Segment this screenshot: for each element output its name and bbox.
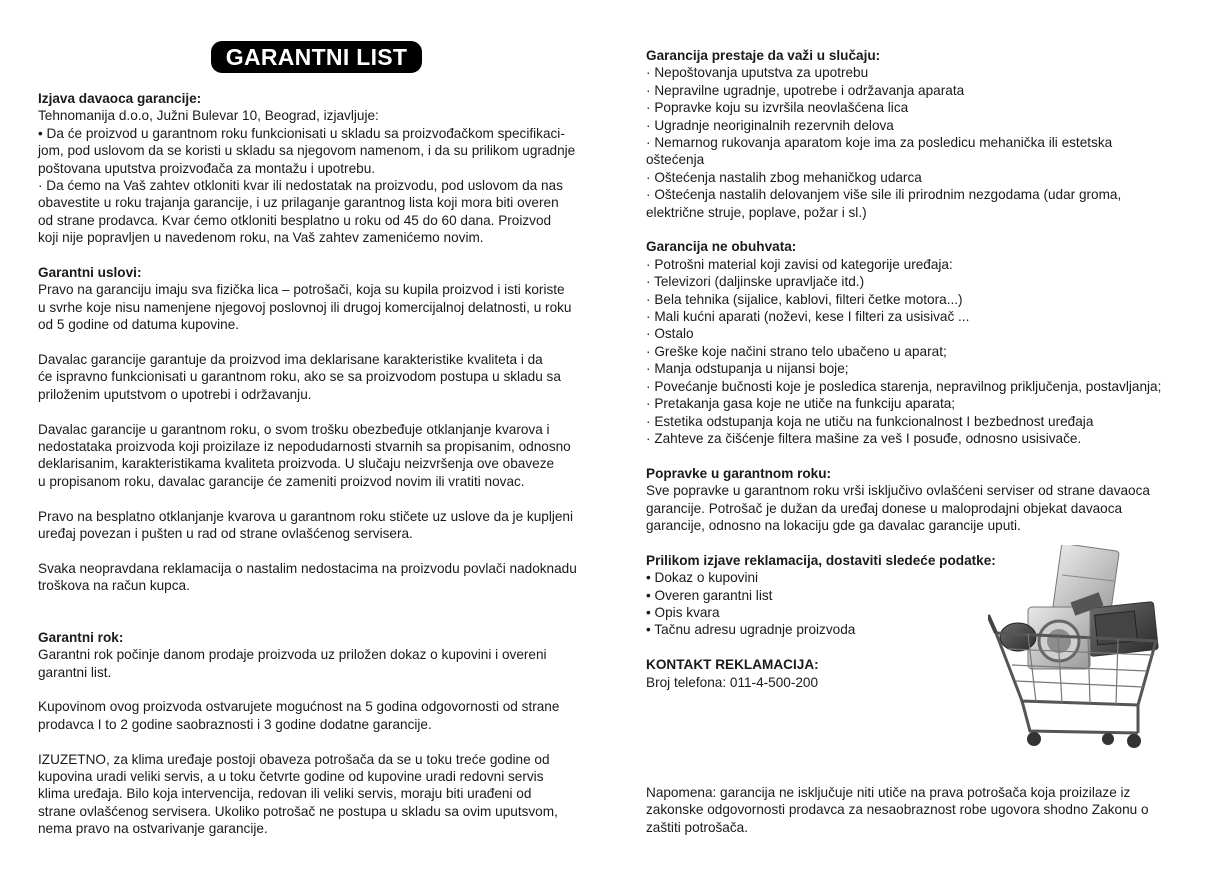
excludes-list xyxy=(646,256,1179,447)
text-line: Svaka neopravdana reklamacija o nastalim nedostacima na proizvodu povlači nadoknadu xyxy=(38,560,577,576)
list-item: · Popravke koju su izvršila neovlašćena lica xyxy=(646,99,1179,116)
text-line: Napomena: garancija ne isključuje niti utiče na prava potrošača koja proizilaze iz xyxy=(646,785,1131,800)
title-wrap xyxy=(40,0,593,73)
list-item: · Nepravilne ugradnje, upotrebe i održavanja aparata xyxy=(646,82,1179,99)
list-item: · Potrošni material koji zavisi od kategorije uređaja: xyxy=(646,256,1179,273)
list-item: · Bela tehnika (sijalice, kablovi, filteri četke motora...) xyxy=(646,291,1179,308)
list-item: · Ugradnje neoriginalnih rezervnih delova xyxy=(646,117,1179,134)
list-item: · Televizori (daljinske upravljače itd.) xyxy=(646,273,1179,290)
text-line: od strane prodavca. Kvar ćemo otkloniti besplatno u roku od 45 do 60 dana. Proizvod xyxy=(38,212,552,228)
text-line: Davalac garancije u garantnom roku, o svom trošku obezbeđuje otklanjanje kvarova i xyxy=(38,421,550,437)
list-item: · Mali kućni aparati (noževi, kese I filteri za usisivač ... xyxy=(646,308,1179,325)
page-title: GARANTNI LIST xyxy=(211,41,423,73)
list-item: · Greške koje načini strano telo ubačeno u aparat; xyxy=(646,343,1179,360)
text-line: će ispravno funkcionisati u garantnom roku, ako se sa proizvodom postupa u skladu sa xyxy=(38,369,561,385)
text-line: Tehnomanija d.o.o, Južni Bulevar 10, Beograd, izjavljuje: xyxy=(38,108,379,124)
text-line: troškova na račun kupca. xyxy=(38,578,190,594)
text-line: garancije. Potrošač je dužan da uređaj donese u maloprodajni objekat davaoca xyxy=(646,500,1123,516)
text-line: prodavca I to 2 godine saobraznosti i 3 godine dodatne garancije. xyxy=(38,716,432,732)
text-line: u propisanom roku, davalac garancije će zameniti proizvod novim ili vratiti novac. xyxy=(38,473,525,489)
list-item: • Opis kvara xyxy=(646,604,1179,621)
list-item: · Zahteve za čišćenje filtera mašine za veš I posuđe, odnosno usisivače. xyxy=(646,430,1179,447)
text-line: jom, pod uslovom da se koristi u skladu sa njegovom namenom, i da su prilikom ugradnje xyxy=(38,143,576,159)
list-item: · Oštećenja nastalih zbog mehaničkog udarca xyxy=(646,169,1179,186)
left-column xyxy=(38,0,593,838)
text-line: deklarisanim, karakteristikama kvaliteta proizvoda. U slučaju neizvršenja ove obaveze xyxy=(38,456,555,472)
text-line: obavestite u roku trajanja garancije, i uz prilaganje garantnog lista koji mora biti overen xyxy=(38,195,559,211)
list-item-cont: električne struje, poplave, požar i sl.) xyxy=(646,204,867,220)
list-item: • Overen garantni list xyxy=(646,587,1179,604)
text-line: IZUZETNO, za klima uređaje postoji obaveza potrošača da se u toku treće godine od xyxy=(38,751,550,767)
text-line: • Da će proizvod u garantnom roku funkcionisati u skladu sa proizvođačkom specifikaci- xyxy=(38,125,565,141)
declaration-heading: Izjava davaoca garancije: xyxy=(38,91,202,106)
text-line: Garantni rok počinje danom prodaje proizvoda uz priložen dokaz o kupovini i overeni xyxy=(38,647,547,663)
list-item: • Dokaz o kupovini xyxy=(646,569,1179,586)
list-item: · Manja odstupanja u nijansi boje; xyxy=(646,360,1179,377)
text-line: garancije, odnosno na lokaciju gde ga davalac garancije uputi. xyxy=(646,517,1021,533)
text-line: od 5 godine od datuma kupovine. xyxy=(38,317,240,333)
text-line: Kupovinom ovog proizvoda ostvarujete mogućnost na 5 godina odgovornosti od strane xyxy=(38,699,560,715)
text-line: nema pravo na ostvarivanje garancije. xyxy=(38,821,268,837)
list-item: · Povećanje bučnosti koje je posledica starenja, nepravilnog priključenja, postavljanja; xyxy=(646,378,1179,395)
text-line: koji nije popravljen u navedenom roku, na Vaš zahtev zamenićemo novim. xyxy=(38,230,484,246)
text-line: poštovana uputstva proizvođača za montažu i upotrebu. xyxy=(38,160,376,176)
text-line: garantni list. xyxy=(38,664,112,680)
claim-heading: Prilikom izjave reklamacija, dostaviti sledeće podatke: xyxy=(646,552,996,568)
text-line: Davalac garancije garantuje da proizvod ima deklarisane karakteristike kvaliteta i da xyxy=(38,352,543,368)
period-heading: Garantni rok: xyxy=(38,629,124,645)
text-line: priloženim uputstvom o upotrebi i održavanju. xyxy=(38,386,312,402)
ends-list xyxy=(646,64,1179,221)
text-line: · Da ćemo na Vaš zahtev otkloniti kvar ili nedostatak na proizvodu, pod uslovom da nas xyxy=(38,178,563,194)
list-item: · Oštećenja nastalih delovanjem više sile ili prirodnim nezgodama (udar groma, xyxy=(646,186,1179,203)
text-line: nedostataka proizvoda koji proizilaze iz nepodudarnosti stvarnih sa propisanim, odnosno xyxy=(38,439,571,455)
list-item: • Tačnu adresu ugradnje proizvoda xyxy=(646,621,1179,638)
text-line: zakonske odgovornosti prodavca za nesaobraznost robe ugovora shodno Zakonu o xyxy=(646,802,1149,818)
text-line: Pravo na garanciju imaju sva fizička lica – potrošači, koja su kupila proizvod i isti koriste xyxy=(38,282,565,298)
shopping-cart-with-appliances-icon xyxy=(988,545,1168,755)
list-item: · Nepoštovanja uputstva za upotrebu xyxy=(646,64,1179,81)
excludes-heading: Garancija ne obuhvata: xyxy=(646,239,797,255)
list-item-cont: oštećenja xyxy=(646,152,705,168)
note-block xyxy=(646,784,1186,836)
text-line: klima uređaja. Bilo koja intervencija, redovan ili veliki servis, moraju biti urađeni od xyxy=(38,786,532,802)
text-line: Sve popravke u garantnom roku vrši isključivo ovlašćeni serviser od strane davaoca xyxy=(646,483,1150,499)
conditions-heading: Garantni uslovi: xyxy=(38,265,142,281)
list-item: · Pretakanja gasa koje ne utiče na funkciju aparata; xyxy=(646,395,1179,412)
text-line: Pravo na besplatno otklanjanje kvarova u garantnom roku stičete uz uslove da je kupljeni xyxy=(38,508,574,524)
text-line: zaštiti potrošača. xyxy=(646,819,748,835)
text-line: strane ovlašćenog servisera. Ukoliko potrošač ne postupa u skladu sa ovim uputsvom, xyxy=(38,803,558,819)
list-item: · Nemarnog rukovanja aparatom koje ima za posledicu mehanička ili estetska xyxy=(646,134,1179,151)
text-line: u svrhe koje nisu namenjene njegovoj poslovnoj ili drugoj komercijalnoj delatnosti, u roku xyxy=(38,299,572,315)
list-item: · Ostalo xyxy=(646,325,1179,342)
list-item: · Estetika odstupanja koja ne utiču na funkcionalnost I bezbednost uređaja xyxy=(646,413,1179,430)
contact-heading: KONTAKT REKLAMACIJA: xyxy=(646,657,819,673)
contact-phone: Broj telefona: 011-4-500-200 xyxy=(646,674,819,690)
text-line: kupovina uradi veliki servis, a u toku četvrte godine od kupovine uradi redovni servis xyxy=(38,768,544,784)
repairs-heading: Popravke u garantnom roku: xyxy=(646,465,832,481)
ends-heading: Garancija prestaje da važi u slučaju: xyxy=(646,48,881,63)
text-line: uređaj povezan i pušten u rad od strane ovlašćenog servisera. xyxy=(38,526,413,542)
